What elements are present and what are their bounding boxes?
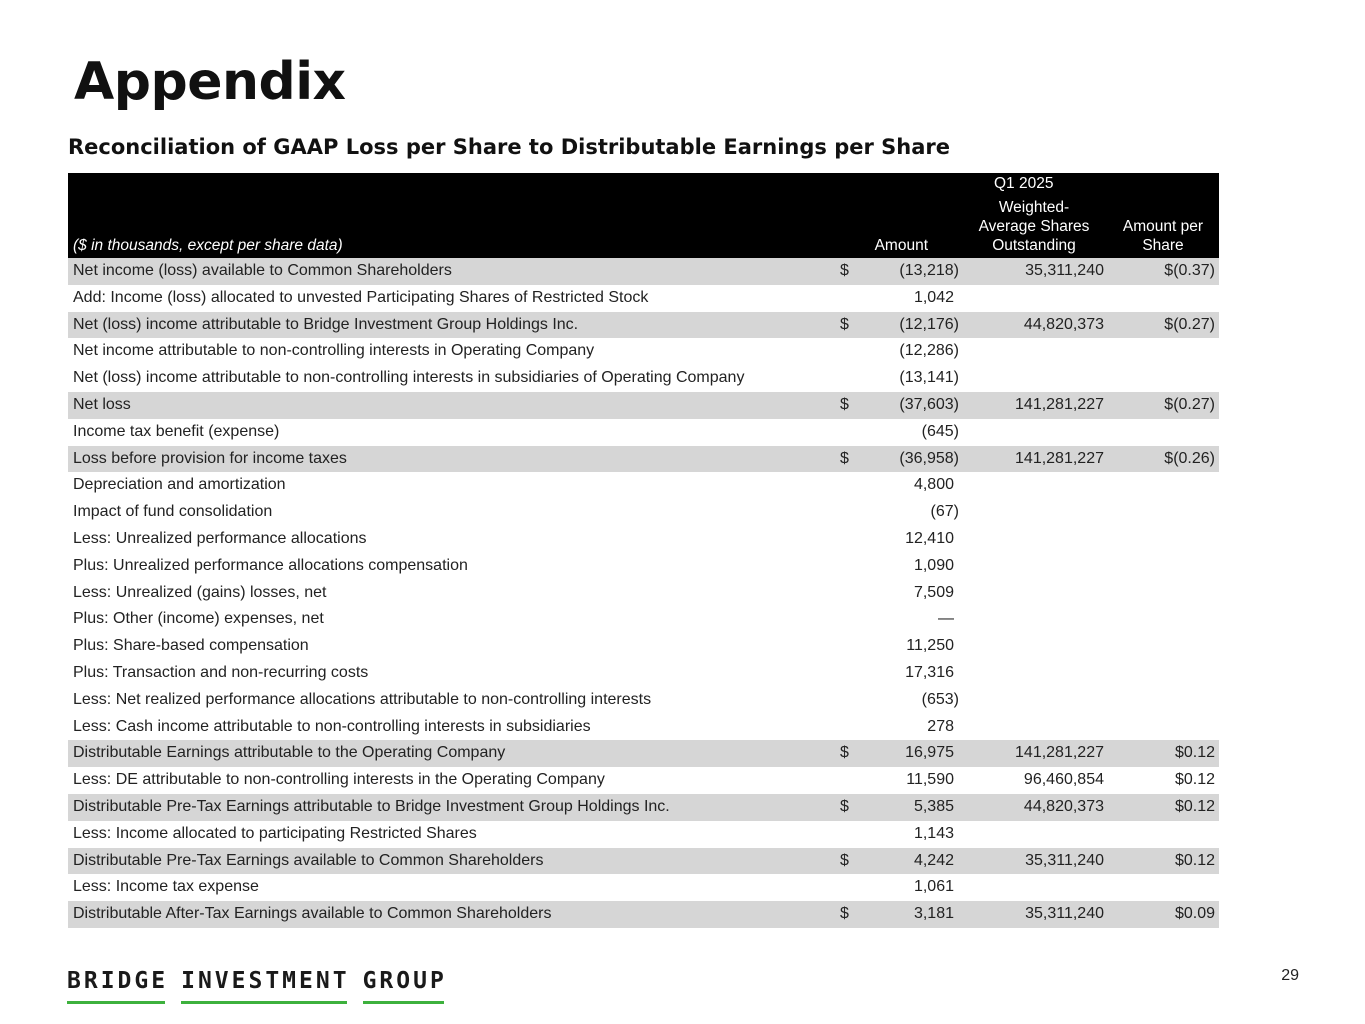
table-row [68, 553, 1219, 580]
dollar-sign: $ [840, 315, 849, 333]
shares-cell: 141,281,227 [1015, 449, 1104, 467]
table-row [68, 258, 1219, 285]
amount-cell: 1,061 [913, 878, 954, 896]
per-share-cell: $(0.27) [1164, 395, 1215, 413]
shares-header-line: Weighted- [998, 199, 1070, 216]
table-row [68, 285, 1219, 312]
amount-cell: 4,242 [913, 851, 954, 869]
per-share-cell: $0.12 [1174, 851, 1215, 869]
amount-cell: (653) [921, 690, 959, 708]
dollar-sign: $ [840, 262, 849, 279]
table-subtitle: Reconciliation of GAAP Loss per Share to Distributable Earnings per Share [68, 135, 950, 159]
table-row [68, 419, 1219, 446]
per-share-column-header [1108, 217, 1218, 255]
amount-column-header: Amount [874, 237, 928, 254]
row-label: Less: Unrealized (gains) losses, net [73, 583, 327, 601]
amount-cell: 1,090 [913, 556, 954, 574]
amount-cell: 278 [927, 717, 954, 735]
table-row [68, 365, 1219, 392]
amount-cell: 11,590 [906, 771, 954, 789]
period-header: Q1 2025 [994, 175, 1054, 192]
amount-cell: (12,286) [899, 342, 959, 360]
row-label: Income tax benefit (expense) [73, 422, 280, 440]
shares-cell: 96,460,854 [1023, 771, 1104, 789]
table-header [68, 173, 1219, 258]
amount-cell: (13,141) [899, 369, 959, 387]
table-row [68, 606, 1219, 633]
shares-cell: 35,311,240 [1025, 905, 1104, 923]
per-share-cell: $(0.37) [1164, 262, 1215, 279]
row-label: Plus: Share-based compensation [73, 637, 309, 655]
shares-header-line: Average Shares [978, 218, 1090, 235]
row-label: Net (loss) income attributable to non-controlling interests in subsidiaries of Operating Company [73, 369, 745, 387]
dollar-sign: $ [840, 797, 849, 815]
logo-word: GROUP [363, 968, 447, 1004]
shares-column-header [968, 198, 1100, 255]
table-row [68, 633, 1219, 660]
shares-cell: 35,311,240 [1025, 262, 1104, 279]
row-label: Less: Net realized performance allocations attributable to non-controlling interests [73, 690, 652, 708]
amount-cell: 16,975 [905, 744, 954, 762]
table-row [68, 714, 1219, 741]
row-label: Add: Income (loss) allocated to unvested Participating Shares of Restricted Stock [73, 288, 649, 306]
per-share-cell: $0.12 [1174, 744, 1215, 762]
row-label: Distributable Pre-Tax Earnings available to Common Shareholders [73, 851, 544, 869]
per-share-header-line: Amount per [1122, 218, 1204, 235]
table-row [68, 687, 1219, 714]
row-label: Net income (loss) available to Common Shareholders [73, 262, 452, 279]
amount-cell: (36,958) [899, 449, 959, 467]
amount-cell: (67) [930, 503, 959, 521]
table-row [68, 580, 1219, 607]
dollar-sign: $ [840, 905, 849, 923]
table-row [68, 848, 1219, 875]
units-caption: ($ in thousands, except per share data) [73, 237, 343, 254]
reconciliation-table [68, 173, 1219, 928]
per-share-cell: $0.09 [1174, 905, 1215, 923]
per-share-header-line: Share [1142, 237, 1184, 254]
dollar-sign: $ [840, 395, 849, 413]
dollar-sign: $ [840, 851, 849, 869]
row-label: Net loss [73, 395, 131, 413]
row-label: Less: Cash income attributable to non-controlling interests in subsidiaries [73, 717, 591, 735]
amount-cell: 1,143 [913, 824, 954, 842]
table-row [68, 338, 1219, 365]
row-label: Loss before provision for income taxes [73, 449, 347, 467]
table-row [68, 660, 1219, 687]
per-share-cell: $(0.27) [1164, 315, 1215, 333]
row-label: Less: DE attributable to non-controlling interests in the Operating Company [73, 771, 605, 789]
row-label: Plus: Transaction and non-recurring costs [73, 663, 369, 681]
table-row [68, 526, 1219, 553]
page-number: 29 [1281, 967, 1299, 984]
per-share-cell: $0.12 [1174, 797, 1215, 815]
amount-cell: 1,042 [913, 288, 954, 306]
shares-cell: 35,311,240 [1025, 851, 1104, 869]
amount-cell: — [938, 610, 954, 628]
logo-word: BRIDGE [67, 968, 168, 1004]
row-label: Net (loss) income attributable to Bridge Investment Group Holdings Inc. [73, 315, 579, 333]
table-row [68, 740, 1219, 767]
amount-cell: 12,410 [905, 529, 954, 547]
table-row [68, 446, 1219, 473]
dollar-sign: $ [840, 744, 849, 762]
shares-cell: 141,281,227 [1015, 744, 1104, 762]
page-title: Appendix [74, 52, 346, 112]
row-label: Distributable After-Tax Earnings available to Common Shareholders [73, 905, 552, 923]
table-row [68, 901, 1219, 928]
table-row [68, 794, 1219, 821]
row-label: Plus: Unrealized performance allocations compensation [73, 556, 468, 574]
amount-cell: 4,800 [913, 476, 954, 494]
table-row [68, 472, 1219, 499]
per-share-cell: $0.12 [1174, 771, 1215, 789]
table-row [68, 312, 1219, 339]
amount-cell: 3,181 [913, 905, 954, 923]
row-label: Less: Income tax expense [73, 878, 259, 896]
company-logo [67, 968, 447, 1004]
row-label: Net income attributable to non-controlling interests in Operating Company [73, 342, 595, 360]
dollar-sign: $ [840, 449, 849, 467]
table-row [68, 767, 1219, 794]
table-body [68, 258, 1219, 928]
row-label: Less: Unrealized performance allocations [73, 529, 367, 547]
row-label: Depreciation and amortization [73, 476, 286, 494]
shares-cell: 44,820,373 [1023, 797, 1104, 815]
row-label: Plus: Other (income) expenses, net [73, 610, 324, 628]
amount-cell: 7,509 [913, 583, 954, 601]
shares-cell: 44,820,373 [1023, 315, 1104, 333]
shares-header-line: Outstanding [992, 237, 1076, 254]
row-label: Impact of fund consolidation [73, 503, 273, 521]
row-label: Distributable Pre-Tax Earnings attributable to Bridge Investment Group Holdings Inc. [73, 797, 670, 815]
table-row [68, 392, 1219, 419]
row-label: Less: Income allocated to participating Restricted Shares [73, 824, 477, 842]
per-share-cell: $(0.26) [1164, 449, 1215, 467]
amount-cell: 5,385 [913, 797, 954, 815]
amount-cell: (12,176) [899, 315, 959, 333]
row-label: Distributable Earnings attributable to the Operating Company [73, 744, 506, 762]
table-row [68, 874, 1219, 901]
amount-cell: (645) [921, 422, 959, 440]
table-row [68, 499, 1219, 526]
amount-cell: (13,218) [899, 262, 959, 279]
amount-cell: 11,250 [906, 637, 954, 655]
table-row [68, 821, 1219, 848]
amount-cell: 17,316 [905, 663, 954, 681]
shares-cell: 141,281,227 [1015, 395, 1104, 413]
logo-word: INVESTMENT [181, 968, 349, 1004]
amount-cell: (37,603) [899, 395, 959, 413]
